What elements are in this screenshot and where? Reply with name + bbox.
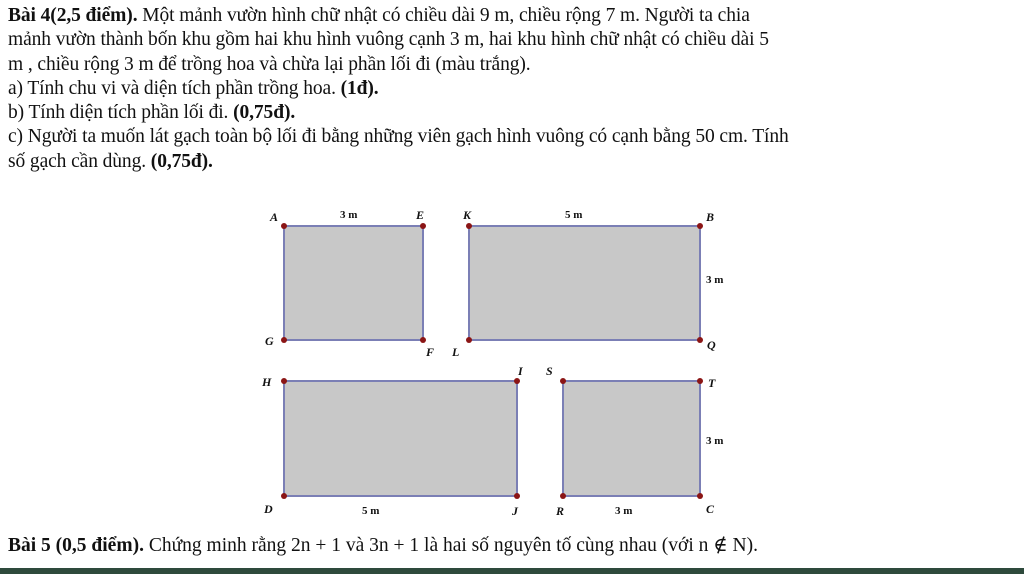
label-i: I bbox=[518, 364, 523, 378]
problem-5-text: Chứng minh rằng 2n + 1 và 3n + 1 là hai số nguyên tố cùng nhau (với n ∉ N). bbox=[143, 535, 759, 556]
point-t bbox=[697, 378, 703, 384]
problem-4-intro-1: Một mảnh vườn hình chữ nhật có chiều dài 9 m, chiều rộng 7 m. Người ta chia bbox=[137, 5, 750, 26]
question-c-line-1: c) Người ta muốn lát gạch toàn bộ lối đi bằng những viên gạch hình vuông có cạnh bằng 50 cm. Tính bbox=[8, 126, 789, 148]
point-q bbox=[697, 337, 703, 343]
point-a bbox=[281, 223, 287, 229]
point-g bbox=[281, 337, 287, 343]
question-a bbox=[8, 77, 1018, 101]
label-a: A bbox=[270, 210, 279, 224]
point-l bbox=[466, 337, 472, 343]
bottom-toolbar-strip bbox=[0, 568, 1024, 574]
label-g: G bbox=[265, 334, 274, 348]
problem-4-intro-2: mảnh vườn thành bốn khu gồm hai khu hình vuông cạnh 3 m, hai khu hình chữ nhật có chiều dài 5 bbox=[8, 29, 769, 51]
question-c-text: số gạch cần dùng. bbox=[8, 150, 151, 172]
label-e: E bbox=[416, 208, 425, 222]
dim-right-bottom: 3 m bbox=[706, 435, 724, 447]
flowerbed-bottom-left bbox=[283, 380, 518, 497]
dim-bottom-right: 3 m bbox=[615, 505, 633, 517]
point-r bbox=[560, 493, 566, 499]
dim-top-right: 5 m bbox=[565, 209, 583, 221]
label-q: Q bbox=[707, 338, 716, 352]
question-b-text: b) Tính diện tích phần lối đi. bbox=[8, 102, 234, 124]
point-c bbox=[697, 493, 703, 499]
label-r: R bbox=[556, 504, 565, 518]
flowerbed-top-left bbox=[283, 225, 424, 341]
question-c-line-2 bbox=[8, 150, 1018, 174]
question-b bbox=[8, 101, 1018, 125]
label-t: T bbox=[708, 376, 716, 390]
question-a-text: a) Tính chu vi và diện tích phần trồng hoa. bbox=[8, 77, 341, 99]
point-j bbox=[514, 493, 520, 499]
garden-figure bbox=[250, 200, 750, 530]
point-e bbox=[420, 223, 426, 229]
question-b-score: (0,75đ). bbox=[233, 102, 296, 124]
problem-4-intro-3: m , chiều rộng 3 m để trồng hoa và chừa lại phần lối đi (màu trắng). bbox=[8, 53, 531, 75]
label-f: F bbox=[426, 345, 435, 359]
problem-4-line-1 bbox=[8, 4, 1018, 28]
label-c: C bbox=[706, 502, 715, 516]
point-h bbox=[281, 378, 287, 384]
point-b bbox=[697, 223, 703, 229]
point-d bbox=[281, 493, 287, 499]
point-f bbox=[420, 337, 426, 343]
question-c-score: (0,75đ). bbox=[150, 150, 213, 172]
label-l: L bbox=[452, 345, 460, 359]
problem-5-heading: Bài 5 (0,5 điểm). bbox=[8, 535, 144, 556]
flowerbed-bottom-right bbox=[562, 380, 701, 497]
flowerbed-top-right bbox=[468, 225, 701, 341]
dim-bottom-left: 5 m bbox=[362, 505, 380, 517]
dim-top-left: 3 m bbox=[340, 209, 358, 221]
problem-4 bbox=[8, 4, 1018, 174]
label-k: K bbox=[463, 208, 472, 222]
question-a-score: (1đ). bbox=[340, 77, 379, 99]
label-h: H bbox=[262, 375, 272, 389]
point-k bbox=[466, 223, 472, 229]
label-d: D bbox=[264, 502, 273, 516]
label-b: B bbox=[706, 210, 715, 224]
problem-4-heading: Bài 4(2,5 điểm). bbox=[8, 5, 138, 26]
dim-right-top: 3 m bbox=[706, 274, 724, 286]
problem-5 bbox=[8, 533, 758, 557]
label-s: S bbox=[546, 364, 553, 378]
point-s bbox=[560, 378, 566, 384]
label-j: J bbox=[512, 504, 518, 518]
